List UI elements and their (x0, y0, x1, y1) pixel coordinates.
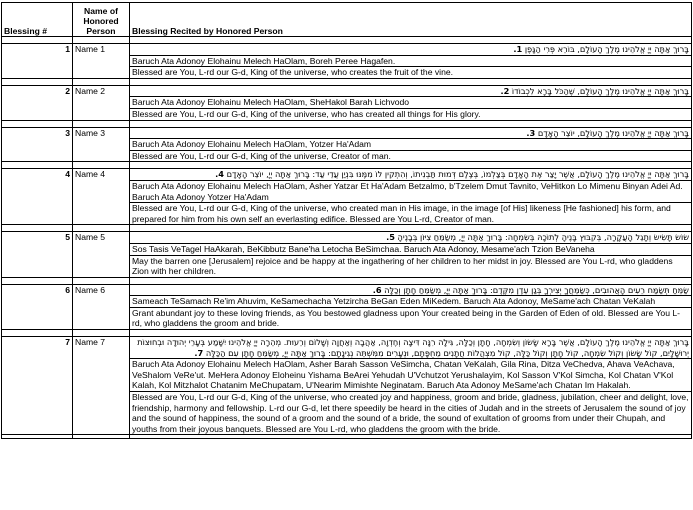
header-row (2, 3, 692, 37)
transliteration-text: Baruch Ata Adonoy Elohainu Melech HaOlam, Asher Barah Sasson VeSimcha, Chatan VeKalah, Gila Rina, Ditza VeChedva, Ahava VeAchava, VeShalom VeRe'ut. MeHera Adonoy Eloheinu Yishama BeArei Yehudah U'Vchutzot Yerushalayim, Kol Sasson V'Kol Simcha, Kol Chatan V'Kol Kalah, Kol Mitzhalot Chatanim MeChupatam, U'Nearim Mimishte Neginatam. Baruch Ata Adonoy MeSame'ach Chatan Im Hakalah. (130, 359, 692, 392)
hebrew-text: שׂוֹשׂ תָּשִׂישׂ וְתָגֵל הָעֲקָרָה, בְּקִבּוּץ בָּנֶיהָ לְתוֹכָהּ בְּשִׂמְחָה: בָּרוּךְ אַתָּה יְיָ, מְשַׂמֵּחַ צִיּוֹן בְּבָנֶיהָ (397, 232, 689, 243)
spacer-row (2, 225, 692, 232)
transliteration-text: Baruch Ata Adonoy Elohainu Melech HaOlam, Boreh Peree Hagafen. (130, 55, 692, 67)
english-text: Grant abundant joy to these loving friends, as You bestowed gladness upon Your created being in the Garden of Eden of old. Blessed are You L-rd, who gladdens the groom and bride. (130, 307, 692, 329)
transliteration-text: Sos Tasis VeTagel HaAkarah, BeKibbutz Bane'ha Letocha BeSimchaa. Baruch Ata Adonoy, Mesame'ach Tzion BeVaneha (130, 243, 692, 255)
hebrew-text: שַׂמֵּחַ תְּשַׂמַּח רֵעִים הָאֲהוּבִים, כְּשַׂמֵּחֲךָ יְצִירְךָ בְּגַן עֵדֶן מִקֶּדֶם: בָּרוּךְ אַתָּה יְיָ, מְשַׂמֵּחַ חָתָן וְכַלָּה (384, 284, 689, 295)
spacer-row (2, 330, 692, 337)
blessing-number: 3 (2, 127, 73, 162)
transliteration-text: Baruch Ata Adonoy Elohainu Melech HaOlam, Asher Yatzar Et Ha'Adam Betzalmo, b'Tzelem Dmut Tavnito, VeHitkon Lo Mimenu Binyan Adei Ad. Baruch Ata Adonoy Yotzer Ha'Adam (130, 180, 692, 202)
honored-name[interactable]: Name 4 (73, 169, 130, 225)
blessing-label: 1. (513, 44, 523, 54)
spacer-row (2, 78, 692, 85)
honored-name[interactable]: Name 1 (73, 44, 130, 79)
blessing-number: 2 (2, 85, 73, 120)
header-honored-person: Name of Honored Person (73, 3, 130, 37)
hebrew-text: בָּרוּךְ אַתָּה יְיָ אֱלֹהֵינוּ מֶלֶךְ הָעוֹלָם, יוֹצֵר הָאָדָם (537, 127, 689, 138)
hebrew-row (2, 169, 692, 181)
header-blessing-recited: Blessing Recited by Honored Person (130, 3, 692, 37)
spacer-row (2, 120, 692, 127)
honored-name[interactable]: Name 6 (73, 284, 130, 329)
hebrew-cell (130, 337, 692, 359)
honored-name[interactable]: Name 3 (73, 127, 130, 162)
hebrew-row (2, 85, 692, 97)
blessing-label: 6. (372, 284, 382, 295)
hebrew-text: בָּרוּךְ אַתָּה יְיָ אֱלֹהֵינוּ מֶלֶךְ הָעוֹלָם, אֲשֶׁר יָצַר אֶת הָאָדָם בְּצַלְמוֹ, בְּצֶלֶם דְּמוּת תַּבְנִיתוֹ, וְהִתְקִין לוֹ מִמֶּנּוּ בִּנְיַן עֲדֵי עַד: בָּרוּךְ אַתָּה יְיָ, יוֹצֵר הָאָדָם (226, 169, 689, 180)
hebrew-row (2, 127, 692, 139)
blessings-table (1, 2, 692, 439)
hebrew-row (2, 284, 692, 296)
hebrew-cell (130, 127, 692, 139)
blessings-body (2, 37, 692, 439)
honored-name[interactable]: Name 5 (73, 232, 130, 277)
spacer-row (2, 277, 692, 284)
spacer-row (2, 162, 692, 169)
english-text: May the barren one [Jerusalem] rejoice and be happy at the ingathering of her children to her midst in joy. Blessed are You L-rd, who gladdens Zion with her children. (130, 255, 692, 277)
hebrew-row (2, 232, 692, 244)
hebrew-cell (130, 232, 692, 244)
hebrew-text: בָּרוּךְ אַתָּה יְיָ אֱלֹהֵינוּ מֶלֶךְ הָעוֹלָם, שֶׁהַכֹּל בָּרָא לִכְבוֹדוֹ (511, 85, 689, 96)
blessing-number: 5 (2, 232, 73, 277)
hebrew-cell (130, 169, 692, 181)
blessing-number: 6 (2, 284, 73, 329)
blessing-label: 4. (215, 169, 224, 180)
blessing-label: 7. (194, 347, 204, 358)
english-text: Blessed are You, L-rd our G-d, King of the universe, who created joy and happiness, groom and bride, gladness, jubilation, cheer and delight, love, friendship, harmony and fellowship. L-rd our G-d, let there speedily be heard in the cities of Judah and in the streets of Jerusalem the sound of joy and the sound of happiness, the sound of a groom and the sound of a bride, the sound of exultation of grooms from under their Chupah, and youths from their joyous banquets. Blessed are You L-rd, who gladdens the groom with the bride. (130, 392, 692, 435)
english-text: Blessed are You, L-rd our G-d, King of the universe, Creator of man. (130, 150, 692, 162)
hebrew-text: בָּרוּךְ אַתָּה יְיָ אֱלֹהֵינוּ מֶלֶךְ הָעוֹלָם, אֲשֶׁר בָּרָא שָׂשׂוֹן וְשִׂמְחָה, חָתָן וְכַלָּה, גִּילָה רִנָּה דִּיצָה וְחֶדְוָה, אַהֲבָה וְאַחֲוָה וְשָׁלוֹם וְרֵעוּת. מְהֵרָה יְיָ אֱלֹהֵינוּ יִשָּׁמַע בְּעָרֵי יְהוּדָה וּבְחוּצוֹת יְרוּשָׁלָיִם, קוֹל שָׂשׂוֹן וְקוֹל שִׂמְחָה, קוֹל חָתָן וְקוֹל כַּלָּה, קוֹל מִצְהֲלוֹת חֲתָנִים מֵחֻפָּתָם, וּנְעָרִים מִמִּשְׁתֵּה נְגִינָתָם: בָּרוּךְ אַתָּה יְיָ, מְשַׂמֵּחַ חָתָן עִם הַכַּלָּה (137, 337, 689, 358)
header-blessing-number: Blessing # (2, 3, 73, 37)
blessing-label: 5. (386, 232, 395, 243)
blessing-number: 4 (2, 169, 73, 225)
spacer-row (2, 37, 692, 44)
transliteration-text: Baruch Ata Adonoy Elohainu Melech HaOlam, SheHakol Barah Lichvodo (130, 97, 692, 109)
hebrew-row (2, 44, 692, 56)
english-text: Blessed are You, L-rd our G-d, King of the universe, who created man in His image, in the image [of His] likeness [He fashioned] his form, and prepared for him from his own self an everlasting edifice. Blessed are You L-rd, Creator of man. (130, 203, 692, 225)
hebrew-row (2, 337, 692, 359)
honored-name[interactable]: Name 7 (73, 337, 130, 435)
spacer-row (2, 435, 692, 439)
blessing-number: 1 (2, 44, 73, 79)
transliteration-text: Sameach TeSamach Re'im Ahuvim, KeSamechacha Yetzircha BeGan Eden MiKedem. Baruch Ata Adonoy, MeSame'ach Chatan VeKalah (130, 296, 692, 308)
blessing-number: 7 (2, 337, 73, 435)
hebrew-cell (130, 44, 692, 56)
hebrew-cell (130, 284, 692, 296)
blessing-label: 3. (526, 127, 536, 138)
english-text: Blessed are You, L-rd our G-d, King of the universe, who creates the fruit of the vine. (130, 67, 692, 79)
hebrew-cell (130, 85, 692, 97)
honored-name[interactable]: Name 2 (73, 85, 130, 120)
hebrew-text: בָּרוּךְ אַתָּה יְיָ אֱלֹהֵינוּ מֶלֶךְ הָעוֹלָם, בּוֹרֵא פְּרִי הַגָּפֶן (524, 44, 689, 54)
blessing-label: 2. (500, 85, 510, 96)
transliteration-text: Baruch Ata Adonoy Elohainu Melech HaOlam, Yotzer Ha'Adam (130, 139, 692, 151)
english-text: Blessed are You, L-rd our G-d, King of the universe, who has created all things for His glory. (130, 108, 692, 120)
